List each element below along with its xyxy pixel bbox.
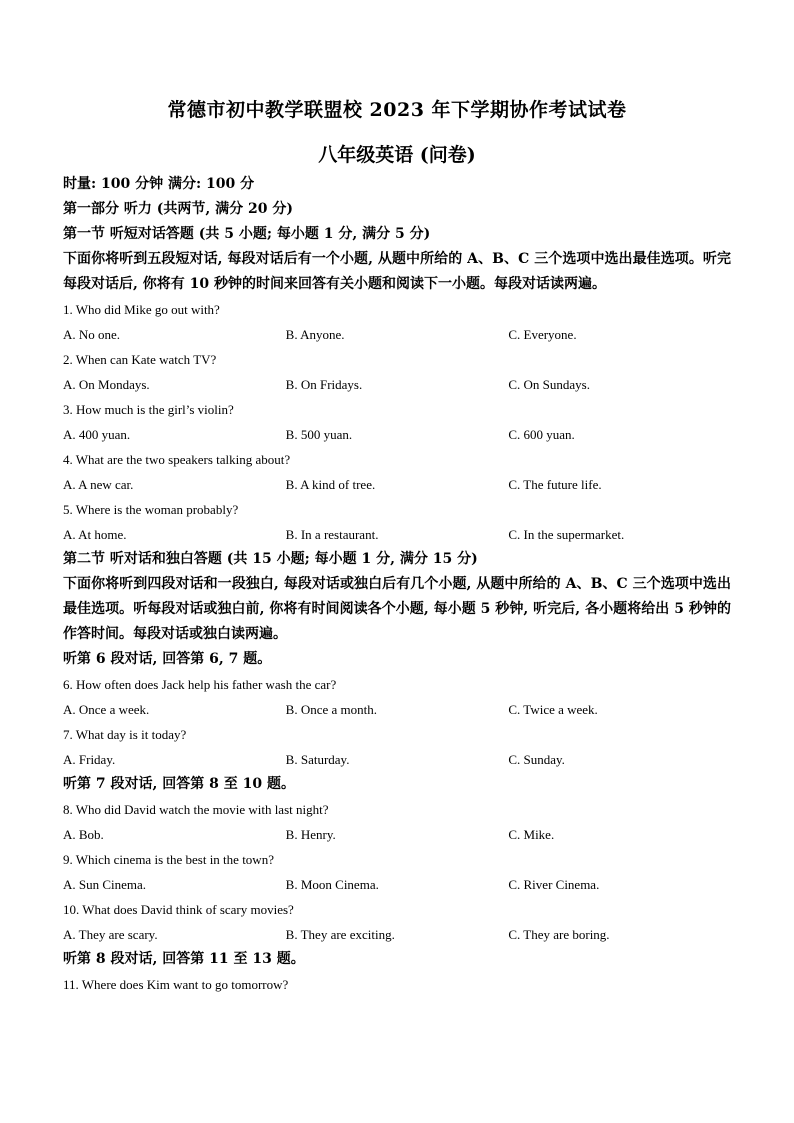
options-row	[63, 822, 731, 847]
options-row	[63, 522, 731, 547]
part1-heading: 第一部分 听力 (共两节, 满分 20 分)	[63, 201, 293, 217]
question-text: 6. How often does Jack help his father wash the car?	[63, 677, 337, 692]
group6-heading: 听第 6 段对话, 回答第 6, 7 题。	[63, 651, 272, 667]
group8-heading: 听第 8 段对话, 回答第 11 至 13 题。	[63, 951, 305, 967]
option-c: C. In the supermarket.	[508, 527, 625, 542]
question-text: 5. Where is the woman probably?	[63, 502, 239, 517]
exam-content	[63, 172, 731, 997]
question-text: 4. What are the two speakers talking about?	[63, 452, 291, 467]
question-9	[63, 847, 731, 897]
question-3	[63, 397, 731, 447]
exam-subtitle: 八年级英语 (问卷)	[318, 144, 476, 166]
section2-instructions: 下面你将听到四段对话和一段独白, 每段对话或独白后有几个小题, 从题中所给的 A、B、C 三个选项中选出最佳选项。听每段对话或独白前, 你将有时间阅读各个小题, 每小题 5 秒钟, 听完后, 各小题将给出 5 秒钟的作答时间。每段对话或独白读两遍。	[63, 576, 731, 642]
option-b: B. Moon Cinema.	[285, 877, 379, 892]
option-a: A. They are scary.	[63, 927, 158, 942]
section1-heading: 第一节 听短对话答题 (共 5 小题; 每小题 1 分, 满分 5 分)	[63, 226, 431, 242]
exam-title: 常德市初中教学联盟校 2023 年下学期协作考试试卷	[167, 99, 627, 121]
option-a: A. A new car.	[63, 477, 134, 492]
option-b: B. In a restaurant.	[285, 527, 379, 542]
group7-heading: 听第 7 段对话, 回答第 8 至 10 题。	[63, 776, 295, 792]
option-b: B. A kind of tree.	[285, 477, 376, 492]
option-b: B. On Fridays.	[285, 377, 363, 392]
option-c: C. 600 yuan.	[508, 427, 575, 442]
option-b: B. Anyone.	[285, 327, 345, 342]
options-row	[63, 372, 731, 397]
option-c: C. Twice a week.	[508, 702, 598, 717]
options-row	[63, 322, 731, 347]
option-a: A. On Mondays.	[63, 377, 150, 392]
option-c: C. Everyone.	[508, 327, 577, 342]
option-b: B. They are exciting.	[285, 927, 395, 942]
option-a: A. Sun Cinema.	[63, 877, 147, 892]
question-text: 9. Which cinema is the best in the town?	[63, 852, 274, 867]
option-a: A. Friday.	[63, 752, 116, 767]
option-c: C. Sunday.	[508, 752, 565, 767]
option-b: B. Saturday.	[285, 752, 350, 767]
time-score-line: 时量: 100 分钟 满分: 100 分	[63, 176, 255, 192]
question-7	[63, 722, 731, 772]
option-c: C. Mike.	[508, 827, 555, 842]
question-text: 7. What day is it today?	[63, 727, 187, 742]
option-c: C. River Cinema.	[508, 877, 600, 892]
option-a: A. 400 yuan.	[63, 427, 131, 442]
options-row	[63, 422, 731, 447]
question-11-text: 11. Where does Kim want to go tomorrow?	[63, 977, 289, 992]
question-text: 8. Who did David watch the movie with last night?	[63, 802, 329, 817]
question-2	[63, 347, 731, 397]
options-row	[63, 747, 731, 772]
question-8	[63, 797, 731, 847]
section1-instructions: 下面你将听到五段短对话, 每段对话后有一个小题, 从题中所给的 A、B、C 三个选项中选出最佳选项。听完每段对话后, 你将有 10 秒钟的时间来回答有关小题和阅读下一小题。每段对话读两遍。	[63, 251, 731, 292]
option-c: C. They are boring.	[508, 927, 610, 942]
question-6	[63, 672, 731, 722]
question-1	[63, 297, 731, 347]
options-row	[63, 872, 731, 897]
options-row	[63, 922, 731, 947]
question-5	[63, 497, 731, 547]
option-b: B. 500 yuan.	[285, 427, 353, 442]
question-10	[63, 897, 731, 947]
question-text: 10. What does David think of scary movies?	[63, 902, 294, 917]
option-a: A. At home.	[63, 527, 127, 542]
question-text: 2. When can Kate watch TV?	[63, 352, 217, 367]
option-a: A. No one.	[63, 327, 121, 342]
option-a: A. Bob.	[63, 827, 104, 842]
options-row	[63, 472, 731, 497]
question-4	[63, 447, 731, 497]
option-c: C. The future life.	[508, 477, 602, 492]
question-text: 3. How much is the girl’s violin?	[63, 402, 234, 417]
section2-heading: 第二节 听对话和独白答题 (共 15 小题; 每小题 1 分, 满分 15 分)	[63, 551, 478, 567]
options-row	[63, 697, 731, 722]
option-b: B. Henry.	[285, 827, 336, 842]
option-a: A. Once a week.	[63, 702, 150, 717]
option-c: C. On Sundays.	[508, 377, 590, 392]
question-text: 1. Who did Mike go out with?	[63, 302, 220, 317]
option-b: B. Once a month.	[285, 702, 378, 717]
